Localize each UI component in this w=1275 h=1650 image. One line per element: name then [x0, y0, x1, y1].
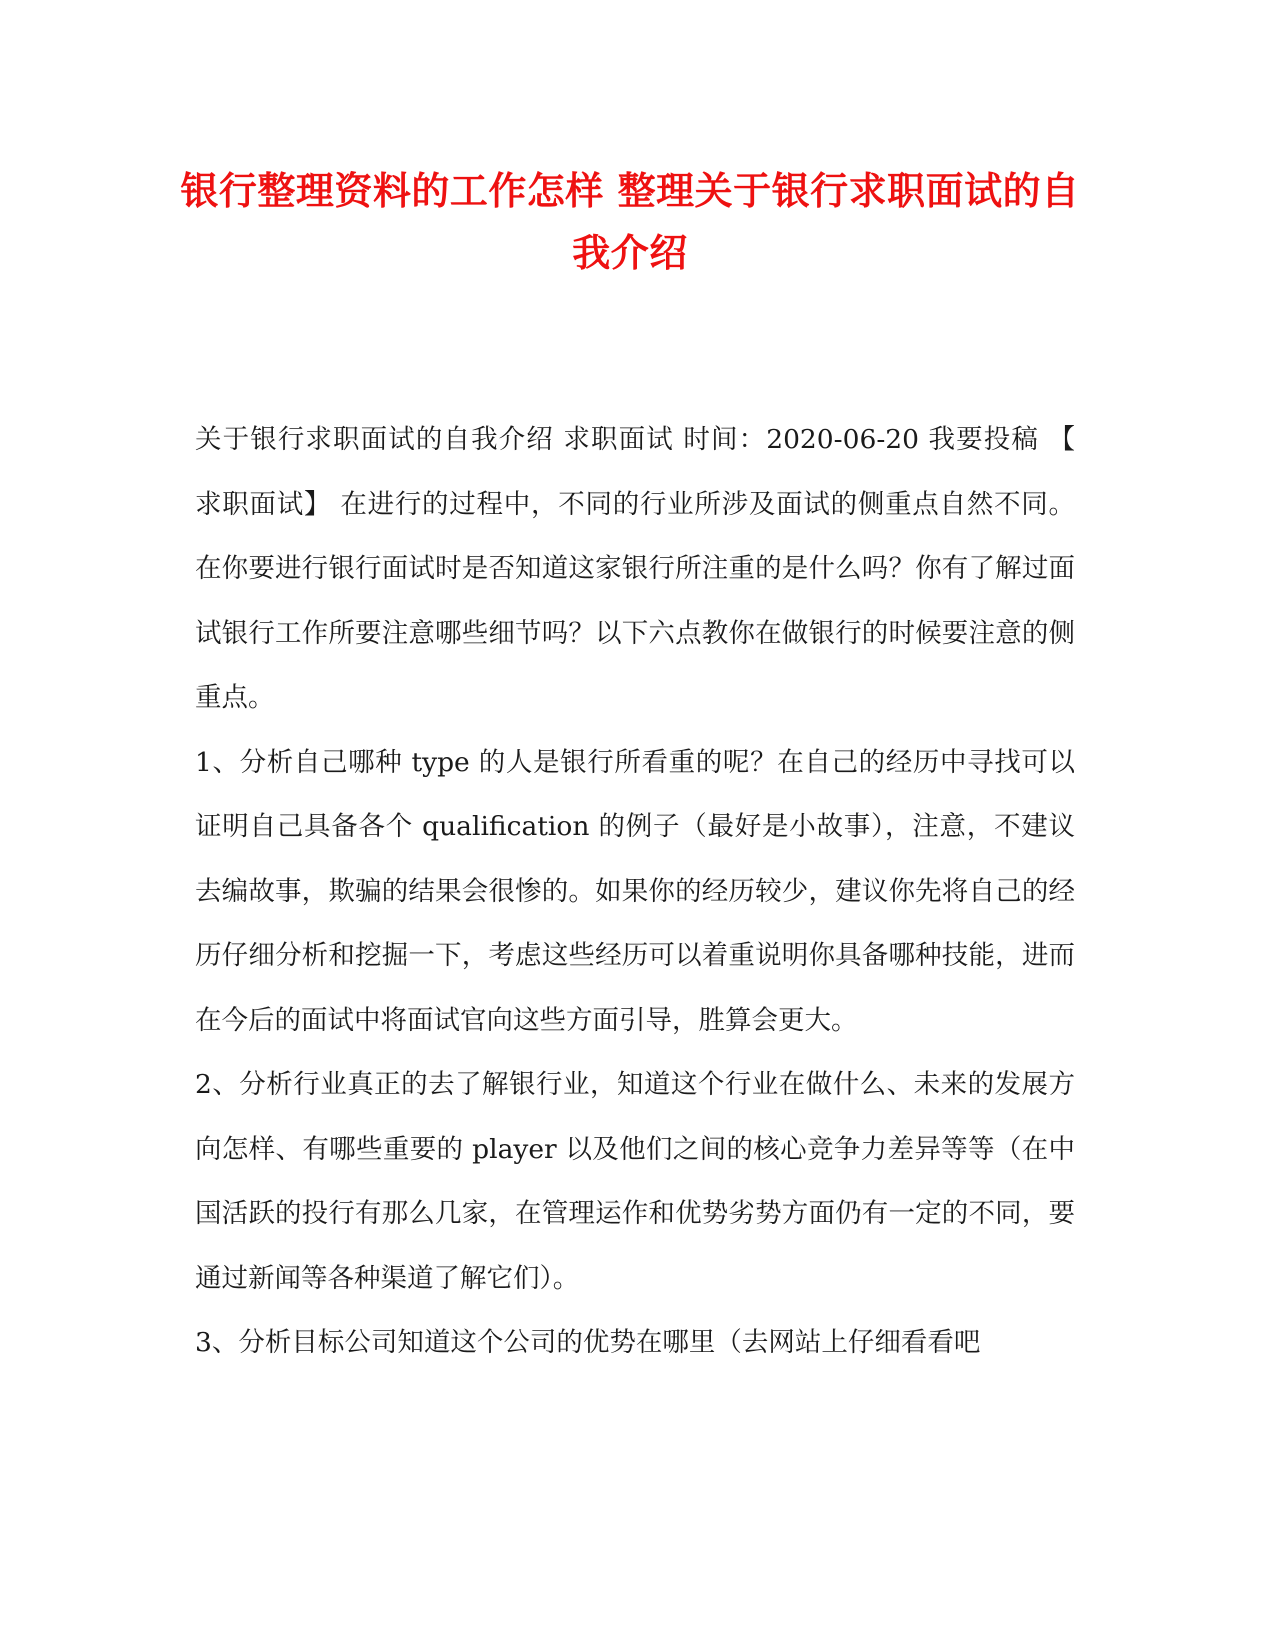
paragraph-intro: 关于银行求职面试的自我介绍 求职面试 时间：2020-06-20 我要投稿 【 求职面试】 在进行的过程中，不同的行业所涉及面试的侧重点自然不同。在你要进行银行面试时是否知道这家银行所注重的是什么吗？你有了解过面试银行工作所要注意哪些细节吗？以下六点教你在做银行的时候要注意的侧重点。 — [195, 424, 1075, 713]
paragraph-point-2: 2、分析行业真正的去了解银行业，知道这个行业在做什么、未来的发展方向怎样、有哪些重要的 player 以及他们之间的核心竞争力差异等等（在中国活跃的投行有那么几家，在管理运作和优势劣势方面仍有一定的不同，要通过新闻等各种渠道了解它们）。 — [195, 1069, 1075, 1294]
document-title: 银行整理资料的工作怎样 整理关于银行求职面试的自我介绍 — [180, 169, 1080, 275]
paragraph-point-3: 3、分析目标公司知道这个公司的优势在哪里（去网站上仔细看看吧 — [195, 1327, 981, 1358]
paragraph-point-1: 1、分析自己哪种 type 的人是银行所看重的呢？在自己的经历中寻找可以证明自己具备各个 qualification 的例子（最好是小故事），注意，不建议去编故事，欺骗的结果会很惨的。如果你的经历较少，建议你先将自己的经历仔细分析和挖掘一下，考虑这些经历可以着重说明你具备哪种技能，进而在今后的面试中将面试官向这些方面引导，胜算会更大。 — [195, 746, 1075, 1036]
document-body — [195, 408, 1075, 1376]
